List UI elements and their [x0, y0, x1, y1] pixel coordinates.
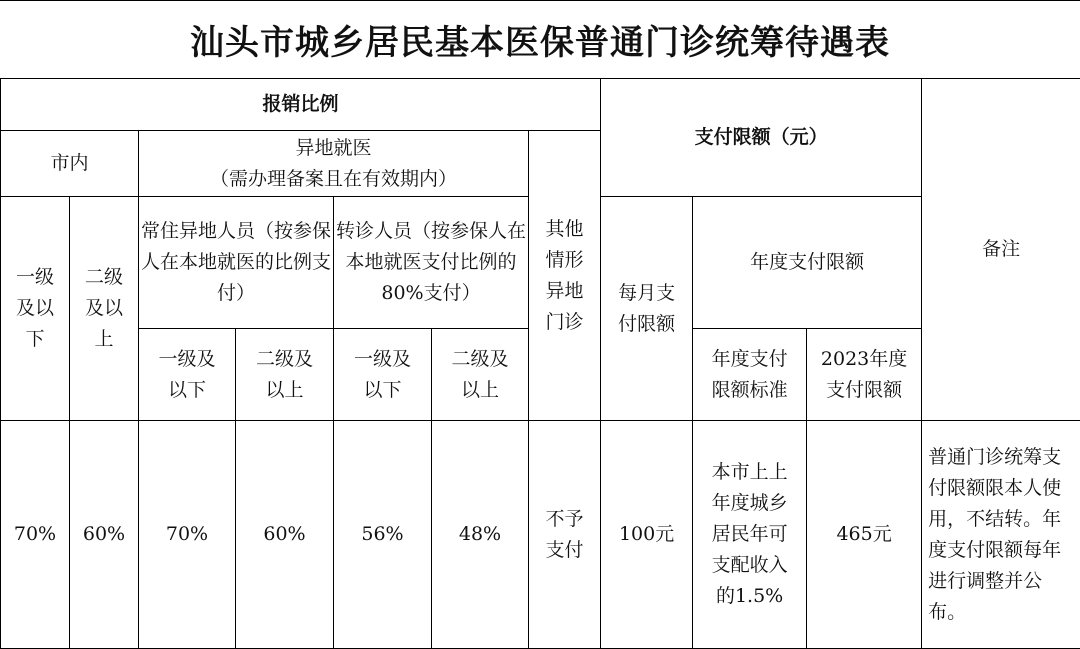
- cell-local-level1: 70%: [1, 421, 70, 649]
- cell-annual-2023: 465元: [807, 421, 922, 649]
- cell-referral-level2: 48%: [432, 421, 529, 649]
- header-resident-remote: 常住异地人员（按参保人在本地就医的比例支付）: [139, 197, 334, 329]
- header-annual-2023: 2023年度 支付限额: [807, 329, 922, 421]
- header-annual-limit: 年度支付限额: [693, 197, 922, 329]
- header-referral: 转诊人员（按参保人在本地就医支付比例的80%支付）: [334, 197, 529, 329]
- cell-other-remote: 不予 支付: [529, 421, 601, 649]
- cell-local-level2: 60%: [70, 421, 139, 649]
- header-local-level1: 一级 及以 下: [1, 197, 70, 421]
- cell-resident-level2: 60%: [236, 421, 334, 649]
- cell-annual-standard: 本市上上 年度城乡 居民年可 支配收入 的1.5%: [693, 421, 807, 649]
- header-local-level2: 二级 及以 上: [70, 197, 139, 421]
- header-resident-level2: 二级及 以上: [236, 329, 334, 421]
- header-referral-level1: 一级及 以下: [334, 329, 432, 421]
- header-referral-level2: 二级及 以上: [432, 329, 529, 421]
- header-payment-limit: 支付限额（元）: [601, 79, 922, 197]
- header-annual-standard: 年度支付 限额标准: [693, 329, 807, 421]
- header-local: 市内: [1, 131, 139, 197]
- header-reimbursement-ratio: 报销比例: [1, 79, 601, 131]
- header-remarks: 备注: [922, 79, 1080, 421]
- header-other-remote: 其他 情形 异地 门诊: [529, 131, 601, 421]
- header-monthly-limit: 每月支 付限额: [601, 197, 693, 421]
- page-title: 汕头市城乡居民基本医保普通门诊统筹待遇表: [0, 0, 1080, 78]
- benefit-table: [0, 78, 1080, 649]
- header-resident-level1: 一级及 以下: [139, 329, 236, 421]
- cell-remarks: 普通门诊统筹支付限额限本人使用，不结转。年度支付限额每年进行调整并公布。: [922, 421, 1080, 649]
- cell-resident-level1: 70%: [139, 421, 236, 649]
- cell-monthly-limit: 100元: [601, 421, 693, 649]
- header-remote: 异地就医 （需办理备案且在有效期内）: [139, 131, 529, 197]
- cell-referral-level1: 56%: [334, 421, 432, 649]
